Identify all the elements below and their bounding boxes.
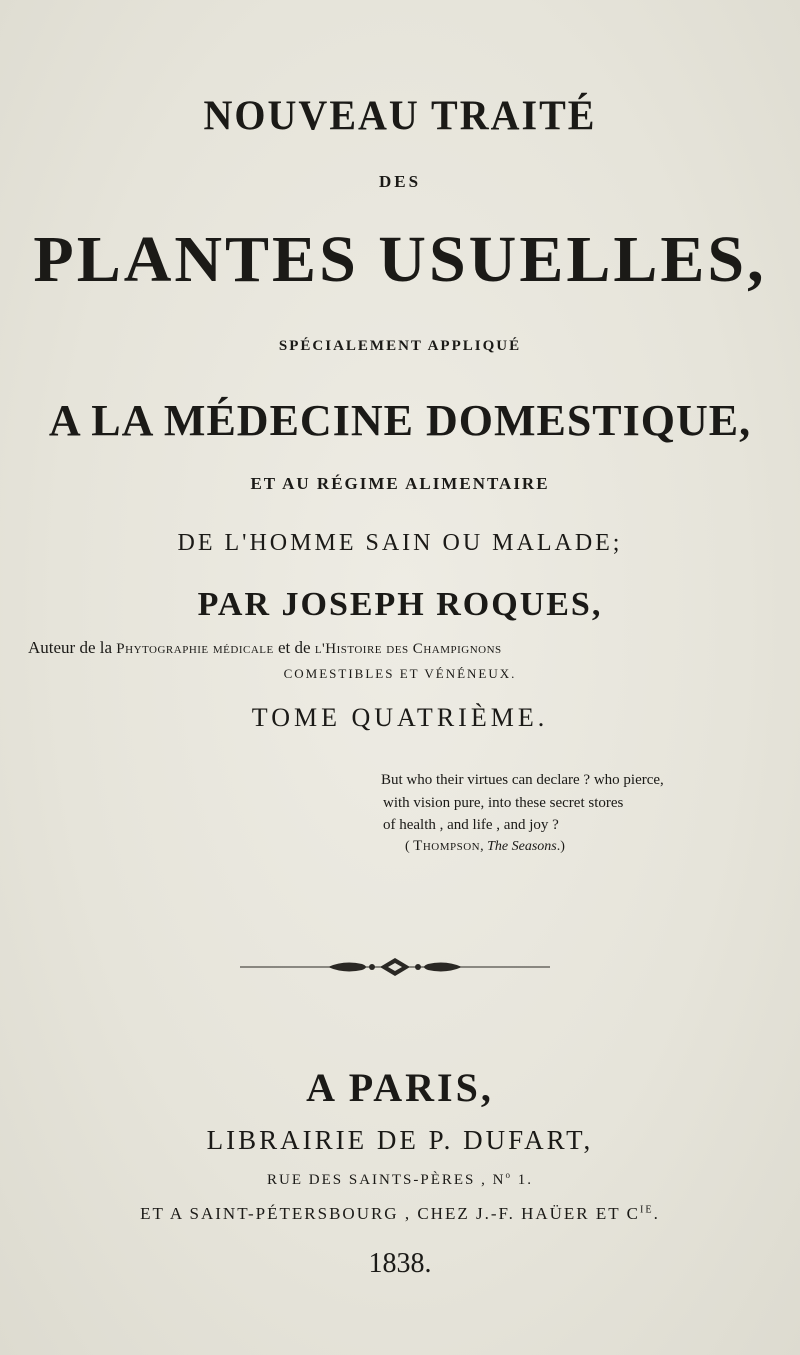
secondary-sup: IE (639, 1204, 654, 1216)
epigraph-line-2: with vision pure, into these secret stores (383, 795, 624, 811)
credit-work-1: Phytographie médicale (116, 641, 274, 657)
imprint-year: 1838. (368, 1248, 432, 1279)
epigraph-line-3: of health , and life , and joy ? (383, 817, 559, 833)
author-credit-line-2: COMESTIBLES ET VÉNÉNEUX. (283, 666, 517, 681)
epigraph-source-open: ( (405, 839, 410, 854)
secondary-main: ET A SAINT-PÉTERSBOURG , CHEZ J.-F. HAÜER ET C (140, 1204, 640, 1223)
credit-work-2: l'Histoire des Champignons (314, 641, 502, 657)
epigraph-source (405, 838, 565, 855)
epigraph-source-close: .) (556, 839, 565, 854)
volume-label: TOME QUATRIÈME. (251, 703, 549, 732)
imprint-city: A PARIS, (306, 1065, 494, 1110)
secondary-end: . (653, 1204, 660, 1223)
title-line-1: NOUVEAU TRAITÉ (203, 91, 597, 140)
epigraph-line-1: But who their virtues can declare ? who pierce, (381, 772, 664, 788)
title-line-2: DES (378, 172, 422, 191)
imprint-secondary (0, 1204, 800, 1224)
author-credit (28, 638, 778, 658)
epigraph-source-sep: , (480, 839, 484, 854)
epigraph-source-author: Thompson (413, 838, 481, 854)
author-name: PAR JOSEPH ROQUES, (197, 586, 603, 623)
subtitle-line-1: SPÉCIALEMENT APPLIQUÉ (278, 338, 522, 354)
imprint-publisher: LIBRAIRIE DE P. DUFART, (206, 1125, 594, 1155)
address-main: RUE DES SAINTS-PÈRES , N (267, 1172, 506, 1188)
address-sup: o (505, 1170, 512, 1180)
credit-prefix: Auteur de la (28, 638, 113, 657)
address-number: 1. (517, 1172, 533, 1188)
subtitle-line-4: DE L'HOMME SAIN OU MALADE; (177, 530, 623, 556)
epigraph-source-work: The Seasons (487, 839, 557, 854)
main-title: PLANTES USUELLES, (33, 223, 767, 296)
imprint-address (0, 1170, 800, 1189)
subtitle-line-3: ET AU RÉGIME ALIMENTAIRE (250, 474, 550, 493)
credit-mid: et de (277, 638, 311, 657)
subtitle-line-2: A LA MÉDECINE DOMESTIQUE, (48, 396, 752, 445)
ornament-rule-icon (240, 955, 550, 979)
